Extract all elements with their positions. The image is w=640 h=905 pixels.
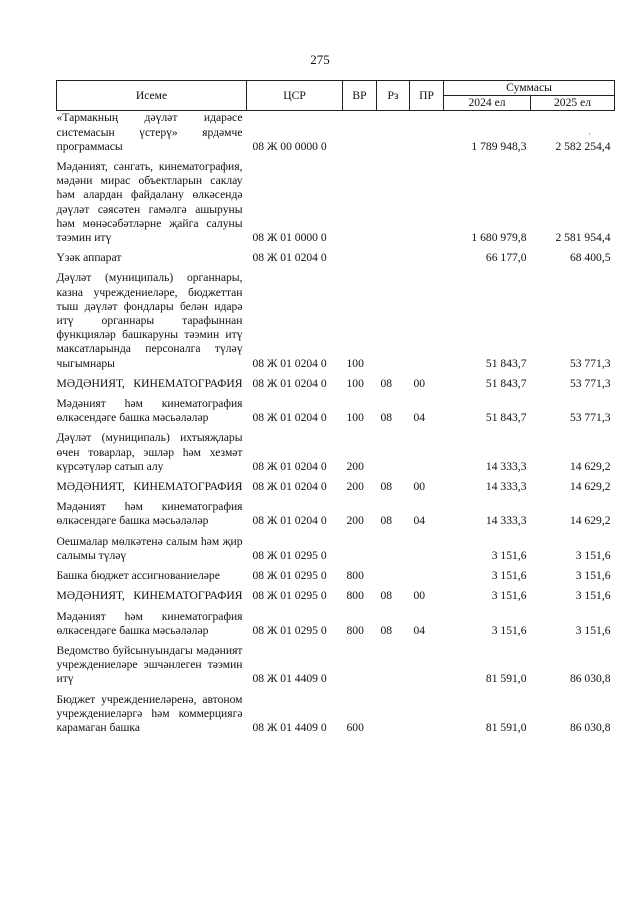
- row-vr: [343, 644, 377, 693]
- row-name: Мәдәният һәм кинематография өлкәсендәге башка мәсьәләләр: [56, 609, 243, 637]
- row-name: Үзәк аппарат: [56, 251, 122, 265]
- row-rz: [377, 271, 410, 376]
- header-name: Исеме: [57, 81, 247, 111]
- row-csr: 08 Ж 01 4409 0: [252, 672, 327, 686]
- row-sum-2025: 14 629,2: [569, 514, 611, 528]
- row-pr: 04: [413, 623, 426, 637]
- budget-table: [56, 80, 615, 741]
- table-row: [57, 610, 615, 644]
- row-sum-2024: 3 151,6: [491, 589, 527, 603]
- row-pr: 00: [413, 589, 426, 603]
- row-csr: 08 Ж 01 0204 0: [252, 356, 327, 370]
- row-rz: [377, 160, 410, 251]
- row-csr: 08 Ж 01 0204 0: [252, 514, 327, 528]
- row-vr: [343, 160, 377, 251]
- row-sum-2024: 1 789 948,3: [471, 139, 527, 153]
- row-csr: 08 Ж 01 0295 0: [252, 623, 327, 637]
- row-pr: [410, 431, 444, 480]
- table-row: [57, 535, 615, 569]
- row-csr: 08 Ж 01 0204 0: [252, 251, 327, 265]
- row-sum-2025: 3 151,6: [575, 548, 611, 562]
- row-sum-2025: 68 400,5: [569, 251, 611, 265]
- table-row: [57, 271, 615, 376]
- page-number: 275: [310, 52, 330, 67]
- row-pr: 00: [413, 480, 426, 494]
- table-row: [57, 251, 615, 271]
- row-sum-2025: 3 151,6: [575, 623, 611, 637]
- row-csr: 08 Ж 01 0295 0: [252, 589, 327, 603]
- row-sum-2025: 86 030,8: [569, 672, 611, 686]
- row-rz: [377, 693, 410, 742]
- row-name: МӘДӘНИЯТ, КИНЕМАТОГРАФИЯ: [56, 376, 243, 390]
- row-sum-2025: 53 771,3: [569, 376, 611, 390]
- row-pr: 04: [413, 411, 426, 425]
- row-rz: [377, 569, 410, 589]
- header-year-2025: 2025 ел: [531, 96, 615, 111]
- row-rz: [377, 535, 410, 569]
- row-name: «Тармакның дәүләт идарәсе системасын үстерү» ярдәмче программасы: [56, 111, 243, 153]
- row-vr: [343, 251, 377, 271]
- row-csr: 08 Ж 01 0204 0: [252, 411, 327, 425]
- table-header: [57, 81, 615, 111]
- row-csr: 08 Ж 01 0204 0: [252, 459, 327, 473]
- row-name: МӘДӘНИЯТ, КИНЕМАТОГРАФИЯ: [56, 480, 243, 494]
- table-row: [57, 160, 615, 251]
- row-sum-2024: 51 843,7: [485, 356, 527, 370]
- row-csr: 08 Ж 01 0204 0: [252, 480, 327, 494]
- row-sum-2024: 14 333,3: [485, 459, 527, 473]
- row-vr: 600: [346, 720, 364, 734]
- row-pr: [410, 111, 444, 160]
- row-name: Бюджет учреждениеләренә, автоном учреждениеләргә һәм коммерциягә карамаган башка: [56, 692, 243, 734]
- header-year-2024: 2024 ел: [444, 96, 531, 111]
- header-vr: ВР: [343, 81, 377, 111]
- table-row: [57, 111, 615, 160]
- margin-mark: ·: [588, 130, 591, 139]
- row-sum-2024: 1 680 979,8: [471, 231, 527, 245]
- row-sum-2024: 66 177,0: [485, 251, 527, 265]
- table-row: [57, 693, 615, 742]
- row-pr: 04: [413, 514, 426, 528]
- row-vr: 800: [346, 623, 364, 637]
- row-sum-2025: 53 771,3: [569, 356, 611, 370]
- row-sum-2024: 51 843,7: [485, 411, 527, 425]
- row-vr: 800: [346, 589, 364, 603]
- table-row: [57, 397, 615, 431]
- row-vr: [343, 111, 377, 160]
- table-row: [57, 644, 615, 693]
- header-pr: ПР: [410, 81, 444, 111]
- row-sum-2024: 81 591,0: [485, 720, 527, 734]
- row-sum-2024: 3 151,6: [491, 623, 527, 637]
- row-name: Мәдәният, сәнгать, кинематография, мәдәни мирас объектларын саклау һәм алардан файдалану өлкәсендә дәүләт сәясәтен гамәлгә ашыруны һәм мөнәсәбәтләрне җайга салуны тәэмин итү: [56, 160, 243, 245]
- table-row: [57, 589, 615, 609]
- row-rz: 08: [380, 376, 393, 390]
- row-vr: 800: [346, 569, 364, 583]
- row-sum-2024: 51 843,7: [485, 376, 527, 390]
- row-pr: [410, 160, 444, 251]
- row-sum-2024: 81 591,0: [485, 672, 527, 686]
- row-sum-2025: 14 629,2: [569, 459, 611, 473]
- header-rz: Рз: [377, 81, 410, 111]
- row-csr: 08 Ж 00 0000 0: [252, 139, 327, 153]
- row-pr: 00: [413, 376, 426, 390]
- row-csr: 08 Ж 01 0000 0: [252, 231, 327, 245]
- table-body: [57, 111, 615, 741]
- row-vr: 100: [346, 411, 364, 425]
- row-pr: [410, 535, 444, 569]
- row-sum-2025: 14 629,2: [569, 480, 611, 494]
- row-rz: 08: [380, 480, 393, 494]
- row-pr: [410, 251, 444, 271]
- row-name: Ведомство буйсынуындагы мәдәният учреждениеләре эшчәнлеген тәэмин итү: [56, 643, 243, 686]
- row-sum-2025: 53 771,3: [569, 411, 611, 425]
- table-row: [57, 569, 615, 589]
- header-csr: ЦСР: [247, 81, 343, 111]
- row-pr: [410, 693, 444, 742]
- row-sum-2024: 14 333,3: [485, 480, 527, 494]
- row-name: Мәдәният һәм кинематография өлкәсендәге башка мәсьәләләр: [56, 500, 243, 528]
- row-csr: 08 Ж 01 0295 0: [252, 548, 327, 562]
- row-sum-2024: 3 151,6: [491, 569, 527, 583]
- row-name: Оешмалар мөлкәтенә салым һәм җир салымы түләү: [56, 534, 243, 562]
- row-vr: 200: [346, 459, 364, 473]
- table-row: [57, 500, 615, 534]
- row-sum-2024: 14 333,3: [485, 514, 527, 528]
- row-name: Дәүләт (муниципаль) органнары, казна учреждениеләре, бюджеттан тыш дәүләт фондлары белән идарә итү органнары тарафыннан функцияләр башкаруны тәэмин итү максатларында персоналга түләү чыгымнары: [56, 271, 243, 370]
- row-vr: 200: [346, 514, 364, 528]
- row-name: Дәүләт (муниципаль) ихтыяҗлары өчен товарлар, эшләр һәм хезмәт күрсәтүләр сатып алу: [56, 431, 243, 473]
- row-sum-2024: 3 151,6: [491, 548, 527, 562]
- row-rz: [377, 251, 410, 271]
- table-row: [57, 377, 615, 397]
- row-vr: 200: [346, 480, 364, 494]
- row-vr: 100: [346, 356, 364, 370]
- row-csr: 08 Ж 01 0204 0: [252, 376, 327, 390]
- row-vr: 100: [346, 376, 364, 390]
- row-pr: [410, 644, 444, 693]
- row-rz: [377, 644, 410, 693]
- table-row: [57, 480, 615, 500]
- row-csr: 08 Ж 01 4409 0: [252, 720, 327, 734]
- row-sum-2025: 3 151,6: [575, 589, 611, 603]
- row-rz: 08: [380, 589, 393, 603]
- row-sum-2025: 2 581 954,4: [555, 231, 611, 245]
- row-pr: [410, 569, 444, 589]
- row-vr: [343, 535, 377, 569]
- row-sum-2025: 86 030,8: [569, 720, 611, 734]
- header-sums: Суммасы: [444, 81, 615, 96]
- row-name: Мәдәният һәм кинематография өлкәсендәге башка мәсьәләләр: [56, 397, 243, 425]
- row-pr: [410, 271, 444, 376]
- table-row: [57, 431, 615, 480]
- row-rz: 08: [380, 514, 393, 528]
- row-rz: 08: [380, 623, 393, 637]
- row-rz: 08: [380, 411, 393, 425]
- row-sum-2025: 2 582 254,4: [555, 139, 611, 153]
- row-sum-2025: 3 151,6: [575, 569, 611, 583]
- row-rz: [377, 111, 410, 160]
- row-name: Башка бюджет ассигнованиеләре: [56, 569, 220, 583]
- row-csr: 08 Ж 01 0295 0: [252, 569, 327, 583]
- row-name: МӘДӘНИЯТ, КИНЕМАТОГРАФИЯ: [56, 589, 243, 603]
- row-rz: [377, 431, 410, 480]
